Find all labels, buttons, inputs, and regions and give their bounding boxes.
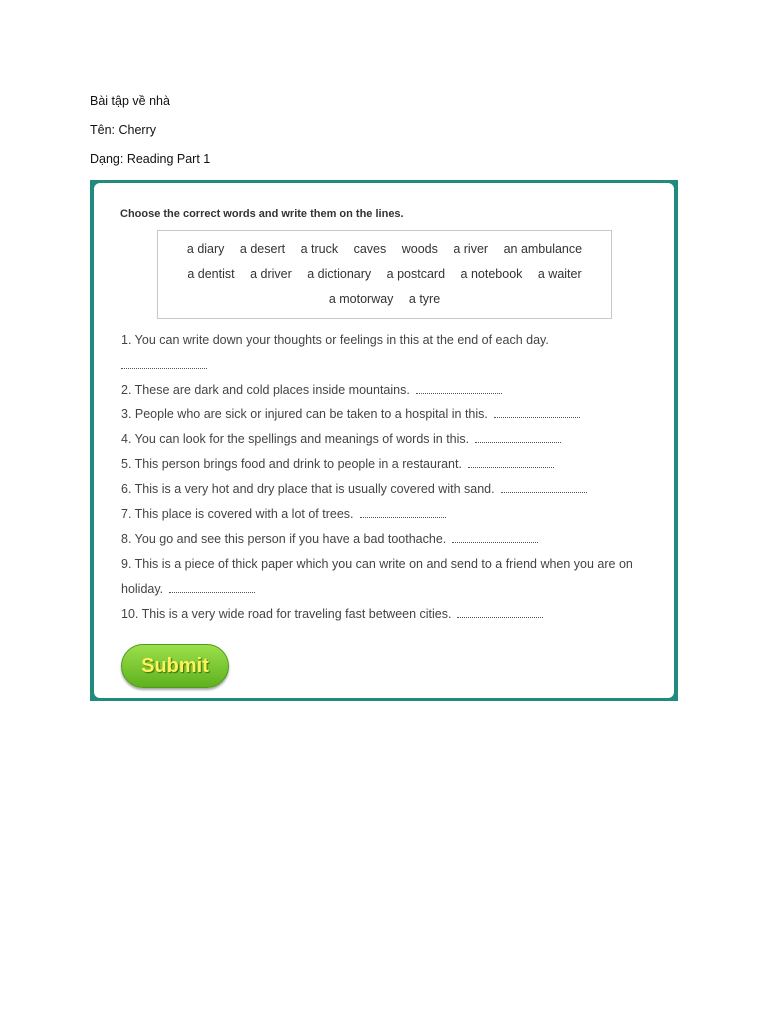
answer-blank[interactable] [452,532,538,543]
question-9 [121,557,633,571]
question-text: 1. You can write down your thoughts or feelings in this at the end of each day. [121,333,549,347]
question-1 [121,333,549,347]
word-option: a river [453,242,489,256]
question-1-answer-row [121,358,207,372]
exercise-card-body [94,183,674,698]
question-text: 9. This is a piece of thick paper which you can write on and send to a friend when you are on [121,557,633,571]
question-text: holiday. [121,582,164,596]
question-text: 10. This is a very wide road for traveling fast between cities. [121,607,452,621]
answer-blank[interactable] [494,407,580,418]
word-option: an ambulance [503,242,583,256]
answer-blank[interactable] [416,383,502,394]
question-6 [121,482,587,496]
question-4 [121,432,561,446]
answer-blank[interactable] [457,607,543,618]
question-text: 3. People who are sick or injured can be taken to a hospital in this. [121,407,488,421]
answer-blank[interactable] [360,507,446,518]
word-option: a diary [186,242,225,256]
word-bank [157,230,612,319]
answer-blank[interactable] [475,432,561,443]
question-text: 7. This place is covered with a lot of trees. [121,507,354,521]
question-7 [121,507,446,521]
question-3 [121,407,580,421]
word-option: a truck [300,242,339,256]
question-2 [121,383,502,397]
word-bank-row-1 [158,242,611,256]
question-text: 4. You can look for the spellings and meanings of words in this. [121,432,470,446]
answer-blank[interactable] [501,482,587,493]
word-option: a waiter [537,267,582,281]
question-9-continuation [121,582,255,596]
question-8 [121,532,538,546]
answer-blank[interactable] [169,582,255,593]
question-10 [121,607,543,621]
word-bank-row-2 [158,267,611,281]
question-text: 5. This person brings food and drink to people in a restaurant. [121,457,462,471]
word-bank-row-3 [158,292,611,306]
question-text: 8. You go and see this person if you have a bad toothache. [121,532,447,546]
question-text: 2. These are dark and cold places inside mountains. [121,383,410,397]
instruction-text: Choose the correct words and write them on the lines. [120,208,404,220]
exercise-type: Dạng: Reading Part 1 [90,152,211,166]
word-option: a driver [250,267,292,281]
exercise-card [90,180,678,701]
doc-title: Bài tập về nhà [90,94,170,108]
answer-blank[interactable] [121,358,207,369]
student-name: Tên: Cherry [90,123,156,137]
word-option: a notebook [460,267,523,281]
question-5 [121,457,554,471]
word-option: a postcard [386,267,446,281]
word-option: a dictionary [307,267,372,281]
submit-button[interactable]: Submit [121,644,229,688]
word-option: caves [353,242,387,256]
answer-blank[interactable] [468,457,554,468]
word-option: woods [401,242,438,256]
word-option: a dentist [187,267,235,281]
word-option: a motorway [328,292,394,306]
word-option: a tyre [408,292,441,306]
question-text: 6. This is a very hot and dry place that is usually covered with sand. [121,482,495,496]
word-option: a desert [239,242,286,256]
